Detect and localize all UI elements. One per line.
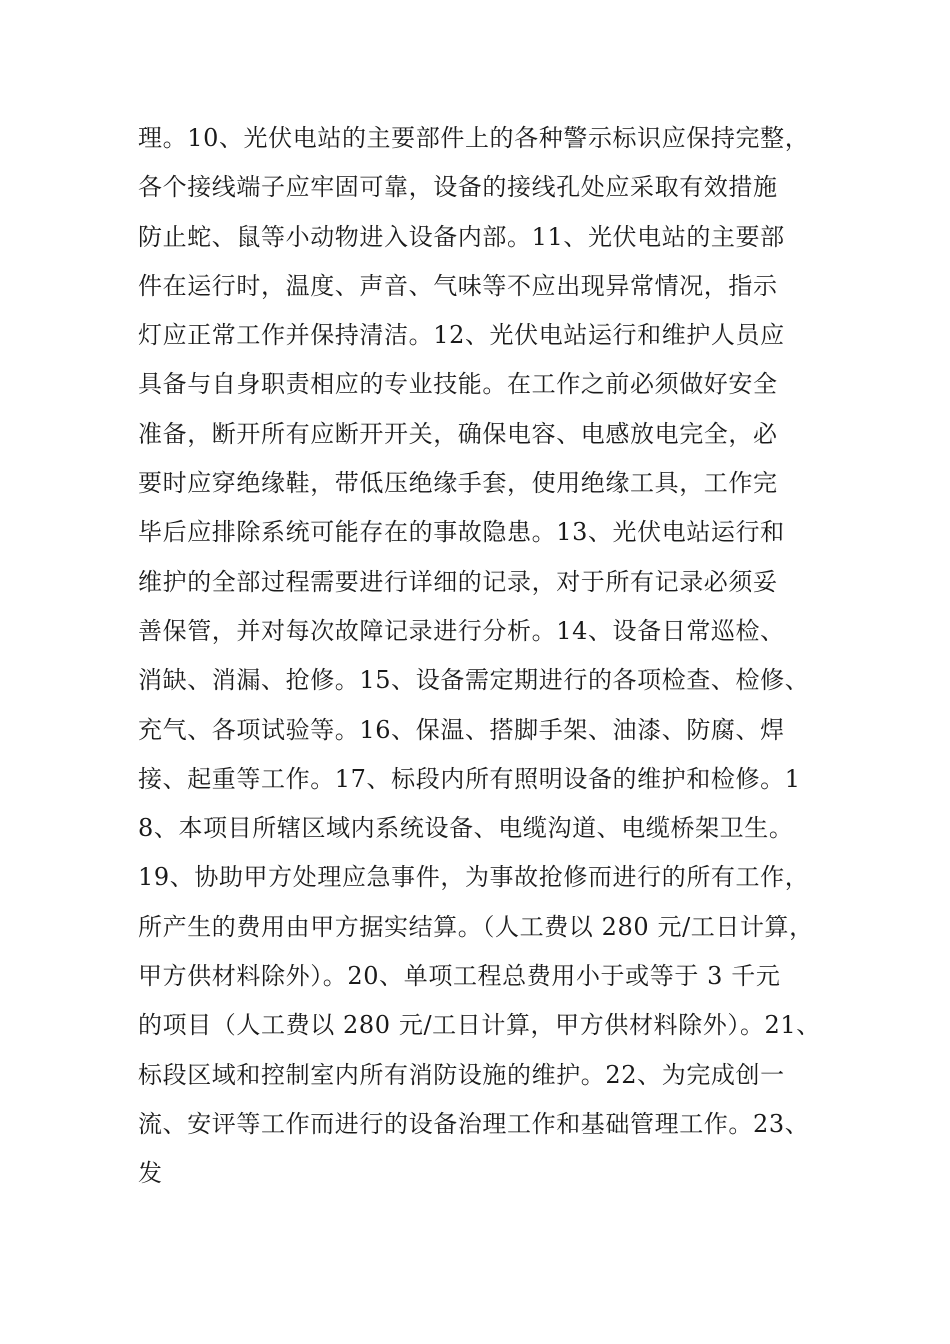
- text-line-8: 要时应穿绝缘鞋，带低压绝缘手套，使用绝缘工具，工作完: [138, 469, 778, 498]
- text-line-3: 防止蛇、鼠等小动物进入设备内部。11、光伏电站的主要部: [138, 222, 785, 251]
- text-line-16: 19、协助甲方处理应急事件，为事故抢修而进行的所有工作，: [138, 863, 810, 892]
- text-line-7: 准备，断开所有应断开开关，确保电容、电感放电完全，必: [138, 419, 778, 448]
- text-line-6: 具备与自身职责相应的专业技能。在工作之前必须做好安全: [138, 370, 778, 399]
- text-line-13: 充气、各项试验等。16、保温、搭脚手架、油漆、防腐、焊: [138, 715, 785, 744]
- text-line-21: 流、安评等工作而进行的设备治理工作和基础管理工作。23、: [138, 1109, 810, 1138]
- text-line-11: 善保管，并对每次故障记录进行分析。14、设备日常巡检、: [138, 616, 785, 645]
- text-line-10: 维护的全部过程需要进行详细的记录，对于所有记录必须妥: [138, 567, 778, 596]
- text-line-17: 所产生的费用由甲方据实结算。（人工费以 280 元/工日计算，: [138, 912, 814, 941]
- body-paragraph: [138, 114, 838, 1199]
- text-line-20: 标段区域和控制室内所有消防设施的维护。22、为完成创一: [138, 1060, 785, 1089]
- text-line-22: 发: [138, 1159, 163, 1188]
- text-line-19: 的项目（人工费以 280 元/工日计算，甲方供材料除外）。21、: [138, 1011, 821, 1040]
- text-line-9: 毕后应排除系统可能存在的事故隐患。13、光伏电站运行和: [138, 518, 785, 547]
- text-line-14: 接、起重等工作。17、标段内所有照明设备的维护和检修。1: [138, 764, 801, 793]
- text-line-15: 8、本项目所辖区域内系统设备、电缆沟道、电缆桥架卫生。: [138, 814, 794, 843]
- text-line-5: 灯应正常工作并保持清洁。12、光伏电站运行和维护人员应: [138, 321, 785, 350]
- text-line-1: 理。10、光伏电站的主要部件上的各种警示标识应保持完整，: [138, 124, 810, 152]
- text-line-12: 消缺、消漏、抢修。15、设备需定期进行的各项检查、检修、: [138, 666, 810, 695]
- text-line-2: 各个接线端子应牢固可靠，设备的接线孔处应采取有效措施: [138, 173, 778, 202]
- text-line-18: 甲方供材料除外）。20、单项工程总费用小于或等于 3 千元: [138, 962, 781, 991]
- text-line-4: 件在运行时，温度、声音、气味等不应出现异常情况，指示: [138, 271, 778, 300]
